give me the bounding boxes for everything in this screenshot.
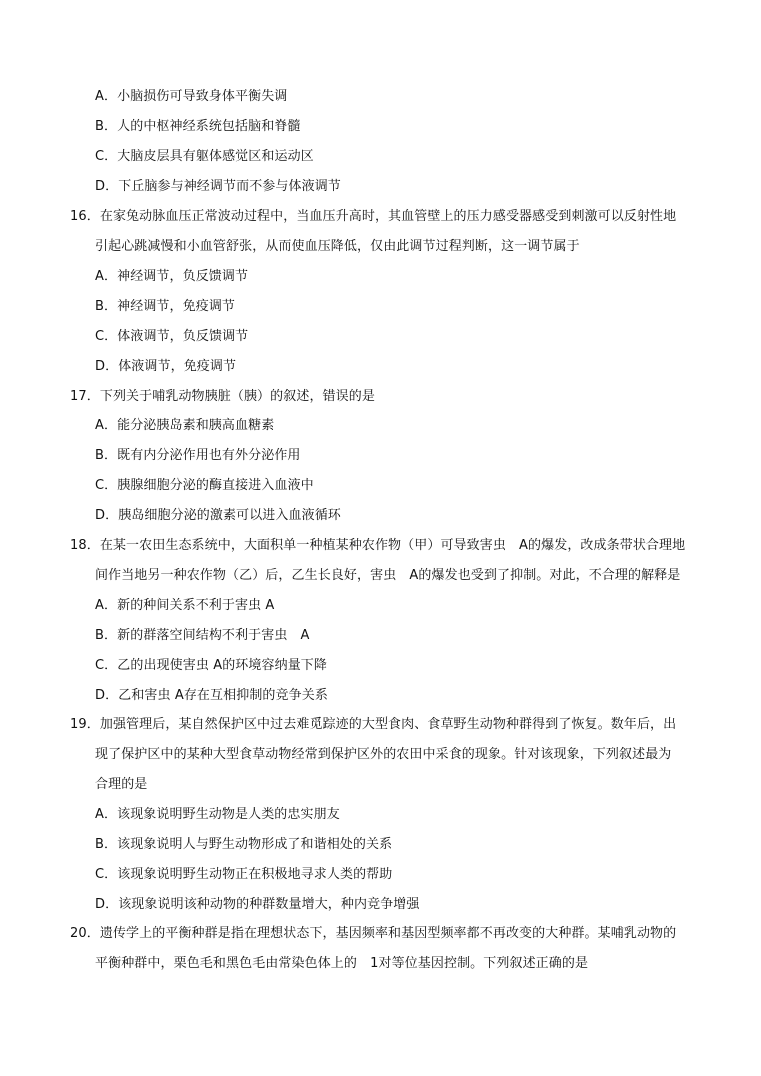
q15-option-b: B．人的中枢神经系统包括脑和脊髓: [95, 119, 301, 134]
q18-option-a: A．新的种间关系不利于害虫 A: [95, 598, 275, 613]
q17-option-a: A．能分泌胰岛素和胰高血糖素: [95, 418, 275, 433]
q18-option-c: C．乙的出现使害虫 A的环境容纳量下降: [95, 658, 328, 673]
q18-option-d: D．乙和害虫 A存在互相抑制的竞争关系: [95, 688, 328, 703]
q19-option-b: B．该现象说明人与野生动物形成了和谐相处的关系: [95, 837, 393, 852]
q17-option-c: C．胰腺细胞分泌的酶直接进入血液中: [95, 478, 314, 493]
q19-option-d: D．该现象说明该种动物的种群数量增大，种内竞争增强: [95, 897, 420, 912]
q20-stem: 20．遗传学上的平衡种群是指在理想状态下，基因频率和基因型频率都不再改变的大种群。某哺乳动物的: [70, 926, 677, 941]
q16-option-d: D．体液调节，免疫调节: [95, 359, 237, 374]
q19-option-c: C．该现象说明野生动物正在积极地寻求人类的帮助: [95, 867, 393, 882]
q18-stem-continued: 间作当地另一种农作物（乙）后，乙生长良好，害虫 A的爆发也受到了抑制。对此，不合理的解释是: [95, 568, 681, 583]
q16-option-c: C．体液调节，负反馈调节: [95, 329, 249, 344]
q18-option-b: B．新的群落空间结构不利于害虫 A: [95, 628, 310, 643]
q19-stem-continued: 现了保护区中的某种大型食草动物经常到保护区外的农田中采食的现象。针对该现象，下列叙述最为: [95, 747, 672, 762]
q16-option-b: B．神经调节，免疫调节: [95, 299, 236, 314]
q16-stem: 16．在家兔动脉血压正常波动过程中，当血压升高时，其血管壁上的压力感受器感受到刺激可以反射性地: [70, 209, 677, 224]
q16-option-a: A．神经调节，负反馈调节: [95, 269, 249, 284]
q19-stem-continued-2: 合理的是: [95, 777, 148, 792]
q18-stem: 18．在某一农田生态系统中，大面积单一种植某种农作物（甲）可导致害虫 A的爆发，改成条带状合理地: [70, 538, 686, 553]
q17-option-d: D．胰岛细胞分泌的激素可以进入血液循环: [95, 508, 341, 523]
q19-stem: 19．加强管理后，某自然保护区中过去难觅踪迹的大型食肉、食草野生动物种群得到了恢复。数年后，出: [70, 717, 677, 732]
q16-stem-continued: 引起心跳减慢和小血管舒张，从而使血压降低，仅由此调节过程判断，这一调节属于: [95, 239, 580, 254]
q20-stem-continued: 平衡种群中，栗色毛和黑色毛由常染色体上的 1对等位基因控制。下列叙述正确的是: [95, 956, 589, 971]
q19-option-a: A．该现象说明野生动物是人类的忠实朋友: [95, 807, 340, 822]
q15-option-d: D．下丘脑参与神经调节而不参与体液调节: [95, 179, 341, 194]
q17-stem: 17．下列关于哺乳动物胰脏（胰）的叙述，错误的是: [70, 389, 375, 404]
q15-option-a: A．小脑损伤可导致身体平衡失调: [95, 89, 288, 104]
q17-option-b: B．既有内分泌作用也有外分泌作用: [95, 448, 301, 463]
q15-option-c: C．大脑皮层具有躯体感觉区和运动区: [95, 149, 314, 164]
